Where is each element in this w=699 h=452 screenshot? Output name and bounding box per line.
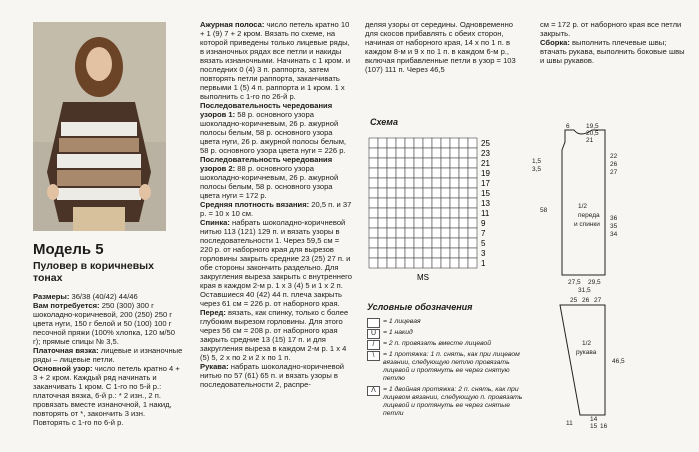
chart-cell [387, 248, 396, 258]
chart-cell [369, 208, 378, 218]
chart-cell [396, 258, 405, 268]
chart-cell [459, 238, 468, 248]
chart-cell [441, 198, 450, 208]
row-number: 23 [481, 149, 490, 158]
chart-cell [378, 208, 387, 218]
chart-cell [432, 188, 441, 198]
chart-cell [468, 168, 477, 178]
svg-text:36: 36 [610, 215, 618, 222]
row-number: 3 [481, 249, 486, 258]
chart-cell [405, 238, 414, 248]
svg-text:26: 26 [582, 297, 590, 304]
chart-cell [423, 218, 432, 228]
chart-cell [432, 158, 441, 168]
text-column-3 [365, 20, 517, 74]
chart-cell [378, 218, 387, 228]
chart-cell [405, 258, 414, 268]
chart-cell [414, 188, 423, 198]
svg-text:29,5: 29,5 [588, 279, 601, 286]
svg-text:34: 34 [610, 231, 618, 238]
chart-cell [405, 188, 414, 198]
row-number: 1 [481, 259, 486, 268]
chart-cell [396, 178, 405, 188]
chart-cell [414, 198, 423, 208]
chart-cell [396, 168, 405, 178]
svg-text:11: 11 [566, 420, 573, 427]
chart-cell [432, 198, 441, 208]
chart-cell [378, 168, 387, 178]
chart-cell [441, 168, 450, 178]
model-title: Модель 5 [33, 241, 104, 258]
chart-cell [405, 218, 414, 228]
chart-cell [468, 208, 477, 218]
chart-cell [414, 208, 423, 218]
schematic-label: 1/2 [582, 340, 592, 347]
chart-cell [396, 248, 405, 258]
chart-cell [459, 168, 468, 178]
chart-cell [405, 178, 414, 188]
row-number: 17 [481, 179, 490, 188]
chart-cell [432, 258, 441, 268]
svg-text:16: 16 [600, 423, 608, 430]
row-number: 21 [481, 159, 490, 168]
paragraph: Средняя плотность вязания: 20,5 п. и 37 р. = 10 х 10 см. [200, 200, 352, 218]
chart-cell [369, 228, 378, 238]
chart-cell [423, 168, 432, 178]
chart-cell [423, 158, 432, 168]
chart-cell [396, 138, 405, 148]
chart-cell [423, 228, 432, 238]
chart-cell [369, 148, 378, 158]
double-decrease-symbol-icon: Λ [367, 386, 380, 396]
chart-cell [432, 208, 441, 218]
knit-symbol-icon [367, 318, 380, 328]
chart-cell [378, 138, 387, 148]
paragraph: Платочная вязка: лицевые и изнаночные ряды – лицевые петли. [33, 346, 183, 364]
chart-cell [396, 208, 405, 218]
chart-cell [468, 218, 477, 228]
chart-cell [468, 158, 477, 168]
chart-cell [450, 178, 459, 188]
chart-cell [468, 228, 477, 238]
chart-cell [405, 168, 414, 178]
chart-cell [423, 238, 432, 248]
svg-text:46,5: 46,5 [612, 358, 625, 365]
chart-cell [387, 168, 396, 178]
chart-cell [450, 248, 459, 258]
chart-cell [459, 218, 468, 228]
chart-cell [414, 248, 423, 258]
chart-cell [396, 148, 405, 158]
chart-cell [387, 178, 396, 188]
chart-cell [459, 228, 468, 238]
chart-cell [441, 138, 450, 148]
svg-text:31,5: 31,5 [578, 287, 591, 294]
chart-cell [405, 198, 414, 208]
chart-cell [387, 238, 396, 248]
chart-cell [387, 158, 396, 168]
chart-cell [369, 248, 378, 258]
chart-cell [387, 198, 396, 208]
chart-cell [432, 248, 441, 258]
chart-cell [468, 178, 477, 188]
chart-cell [441, 238, 450, 248]
chart-cell [396, 238, 405, 248]
chart-cell [378, 248, 387, 258]
paragraph: Последовательность чередования узоров 1: 58 р. основного узора шоколадно-коричневым, 26 р. ажурной полосы белым, 58 р. основного узора цвета нуги, 26 р. ажурной полосы белым, 58 р. основного узора цвета нуги = 226 р. [200, 101, 347, 155]
chart-cell [432, 228, 441, 238]
chart-cell [423, 198, 432, 208]
chart-cell [378, 258, 387, 268]
chart-cell [468, 188, 477, 198]
paragraph: Спинка: набрать шоколадно-коричневой нитью 113 (121) 129 п. и вязать узоры в последовательности 1. Через 59,5 см = 220 р. от наборного края для вырезов горловины закрыть средние 23 (25) 27 п. и обе стороны закончить раздельно. Для закругления выреза закрыть с внутреннего края в каждом 2-м р. 1 х 3 (4) 5 и 1 х 2 п. Оставшиеся 40 (42) 44 п. плеча закрыть через 61 см = 226 р. от наборного края. [200, 218, 353, 308]
chart-cell [441, 258, 450, 268]
chart-cell [441, 208, 450, 218]
chart-cell [369, 158, 378, 168]
svg-text:58: 58 [540, 207, 548, 214]
text-column-2 [200, 20, 353, 389]
repeat-label: MS [417, 273, 429, 282]
model-photo [33, 22, 166, 231]
knitting-chart [367, 130, 507, 300]
svg-text:26: 26 [610, 161, 618, 168]
chart-cell [450, 208, 459, 218]
paragraph: деляя узоры от середины. Одновременно для скосов прибавлять с обеих сторон, начиная от наборного края, 14 х по 1 п. в каждом 8-м и 9 х по 1 п. в каждом 6-м р., включая прибавленные петли в узор = 103 (107) 111 п. Через 46,5 [365, 20, 516, 74]
chart-cell [432, 148, 441, 158]
chart-cell [387, 258, 396, 268]
chart-cell [387, 228, 396, 238]
schematic-label: 1/2 [578, 203, 588, 210]
svg-text:27: 27 [594, 297, 602, 304]
svg-text:15: 15 [590, 423, 598, 430]
row-number: 13 [481, 199, 490, 208]
paragraph: Сборка: выполнить плечевые швы; втачать рукава, выполнить боковые швы и швы рукавов. [540, 38, 685, 65]
chart-cell [369, 188, 378, 198]
paragraph: Основной узор: число петель кратно 4 + 3 + 2 кром. Каждый ряд начинать и заканчивать 1 кром. С 1-го по 5-й р.: платочная вязка, 6-й р.: * 2 изн., 2 п. провязать вместе изнаночной, 1 накид, повторять от *, закончить 3 изн. Повторять с 1-го по 6-й р. [33, 364, 180, 427]
chart-cell [468, 258, 477, 268]
chart-cell [423, 188, 432, 198]
chart-cell [423, 208, 432, 218]
k2tog-symbol-icon: / [367, 340, 380, 350]
chart-cell [459, 188, 468, 198]
ssk-symbol-icon: \ [367, 351, 380, 361]
chart-cell [441, 248, 450, 258]
chart-cell [378, 178, 387, 188]
svg-text:25: 25 [570, 297, 578, 304]
chart-cell [468, 138, 477, 148]
chart-cell [441, 218, 450, 228]
chart-cell [423, 148, 432, 158]
chart-cell [450, 198, 459, 208]
row-number: 5 [481, 239, 486, 248]
row-number: 15 [481, 189, 490, 198]
chart-cell [459, 258, 468, 268]
legend [367, 318, 527, 421]
chart-cell [414, 178, 423, 188]
chart-cell [378, 238, 387, 248]
chart-cell [369, 138, 378, 148]
chart-cell [405, 138, 414, 148]
chart-cell [450, 258, 459, 268]
legend-title: Условные обозначения [367, 302, 473, 312]
chart-cell [423, 258, 432, 268]
chart-cell [378, 148, 387, 158]
legend-item: Λ = 1 двойная протяжка: 2 п. снять, как при лицевом вязании, следующую п. провязать лицевой и протянуть ее через снятые петли [367, 386, 527, 418]
chart-cell [459, 178, 468, 188]
chart-cell [459, 148, 468, 158]
chart-cell [396, 228, 405, 238]
chart-cell [387, 218, 396, 228]
chart-cell [369, 258, 378, 268]
chart-cell [441, 148, 450, 158]
chart-cell [450, 188, 459, 198]
chart-cell [441, 178, 450, 188]
chart-cell [414, 228, 423, 238]
chart-cell [387, 148, 396, 158]
chart-cell [450, 158, 459, 168]
chart-cell [369, 238, 378, 248]
chart-cell [405, 158, 414, 168]
chart-cell [450, 148, 459, 158]
chart-cell [441, 228, 450, 238]
chart-cell [396, 188, 405, 198]
svg-text:21: 21 [586, 137, 594, 144]
chart-cell [450, 168, 459, 178]
chart-cell [459, 198, 468, 208]
row-number: 19 [481, 169, 490, 178]
chart-cell [423, 248, 432, 258]
schematic-label: и спинки [574, 221, 600, 228]
paragraph: Ажурная полоса: число петель кратно 10 + 1 (9) 7 + 2 кром. Вязать по схеме, на которой приведены только лицевые ряды, в изнаночных рядах все петли и накиды вязать изнаночными. Начинать с 1 кром. и последних 0 (4) 3 п. раппорта, затем повторять петли раппорта, заканчивать первыми 1 (5) 4 п. раппорта и 1 кром. 1 х выполнить с 1-го по 26-й р. [200, 20, 351, 101]
chart-cell [378, 198, 387, 208]
schematic-label: переда [578, 212, 600, 219]
row-number: 25 [481, 139, 490, 148]
schematic-label: рукава [576, 349, 597, 356]
chart-cell [414, 168, 423, 178]
chart-cell [378, 188, 387, 198]
chart-cell [459, 138, 468, 148]
pattern-schematic [530, 120, 695, 435]
chart-cell [423, 138, 432, 148]
svg-text:20,5: 20,5 [586, 130, 599, 137]
paragraph: см = 172 р. от наборного края все петли закрыть. [540, 20, 682, 38]
svg-text:14: 14 [590, 416, 598, 423]
chart-cell [432, 168, 441, 178]
chart-cell [378, 228, 387, 238]
chart-cell [450, 238, 459, 248]
chart-cell [369, 218, 378, 228]
svg-text:1,5: 1,5 [532, 158, 542, 165]
chart-cell [432, 238, 441, 248]
chart-cell [405, 148, 414, 158]
chart-cell [441, 158, 450, 168]
svg-text:22: 22 [610, 153, 618, 160]
chart-cell [450, 138, 459, 148]
chart-cell [468, 248, 477, 258]
chart-cell [387, 188, 396, 198]
chart-cell [468, 148, 477, 158]
text-column-4 [540, 20, 690, 65]
paragraph: Последовательность чередования узоров 2: 88 р. основного узора шоколадно-коричневым, 26 р. ажурной полосы белым, 58 р. основного узора цвета нуги = 172 р. [200, 155, 339, 200]
chart-cell [423, 178, 432, 188]
chart-cell [414, 138, 423, 148]
chart-cell [459, 248, 468, 258]
row-number: 9 [481, 219, 486, 228]
legend-item: / = 2 п. провязать вместе лицевой [367, 340, 527, 348]
paragraph: Перед: вязать, как спинку, только с более глубоким вырезом горловины. Для этого через 56 см = 208 р. от наборного края закрыть средние 13 (15) 17 п. и для закругления выреза в каждом 2-м р. 1 х 4 (5) 5, 2 х по 2 и 2 х по 1 п. [200, 308, 349, 362]
chart-cell [414, 258, 423, 268]
legend-item: \ = 1 протяжка: 1 п. снять, как при лицевом вязании, следующую петлю провязать лицевой и протянуть ее через снятую петлю [367, 351, 527, 383]
row-number: 11 [481, 209, 490, 218]
svg-text:3,5: 3,5 [532, 166, 542, 173]
chart-cell [432, 138, 441, 148]
legend-item: = 1 лицевая [367, 318, 527, 326]
svg-text:27,5: 27,5 [568, 279, 581, 286]
chart-cell [414, 238, 423, 248]
chart-cell [369, 168, 378, 178]
chart-cell [414, 218, 423, 228]
chart-cell [450, 228, 459, 238]
chart-cell [414, 148, 423, 158]
chart-cell [432, 178, 441, 188]
yarn-over-symbol-icon: U [367, 329, 380, 339]
chart-cell [387, 208, 396, 218]
model-subtitle: Пуловер в коричневых тонах [33, 260, 154, 284]
row-number: 7 [481, 229, 486, 238]
chart-cell [450, 218, 459, 228]
chart-cell [369, 198, 378, 208]
text-column-1 [33, 292, 183, 427]
paragraph: Рукава: набрать шоколадно-коричневой нитью по 57 (61) 65 п. и вязать узоры в последовательности 2, распре- [200, 362, 345, 389]
chart-cell [396, 218, 405, 228]
chart-cell [405, 228, 414, 238]
legend-item: U = 1 накид [367, 329, 527, 337]
chart-cell [396, 158, 405, 168]
svg-text:35: 35 [610, 223, 618, 230]
chart-cell [369, 178, 378, 188]
chart-cell [387, 138, 396, 148]
chart-cell [459, 208, 468, 218]
chart-cell [441, 188, 450, 198]
chart-cell [396, 198, 405, 208]
schema-title: Схема [370, 117, 398, 127]
chart-cell [405, 248, 414, 258]
paragraph: Вам потребуется: 250 (300) 300 г шоколадно-коричневой, 200 (250) 250 г цвета нуги, 150 г белой и 50 (100) 100 г песочной пряжи (100% хлопка, 120 м/50 г); прямые спицы № 3,5. [33, 301, 175, 346]
chart-cell [378, 158, 387, 168]
svg-text:19,5: 19,5 [586, 123, 599, 130]
chart-cell [414, 158, 423, 168]
svg-text:27: 27 [610, 169, 618, 176]
svg-text:6: 6 [566, 123, 570, 130]
chart-cell [459, 158, 468, 168]
paragraph: Размеры: 36/38 (40/42) 44/46 [33, 292, 138, 301]
chart-cell [468, 198, 477, 208]
chart-cell [468, 238, 477, 248]
chart-cell [432, 218, 441, 228]
chart-cell [405, 208, 414, 218]
